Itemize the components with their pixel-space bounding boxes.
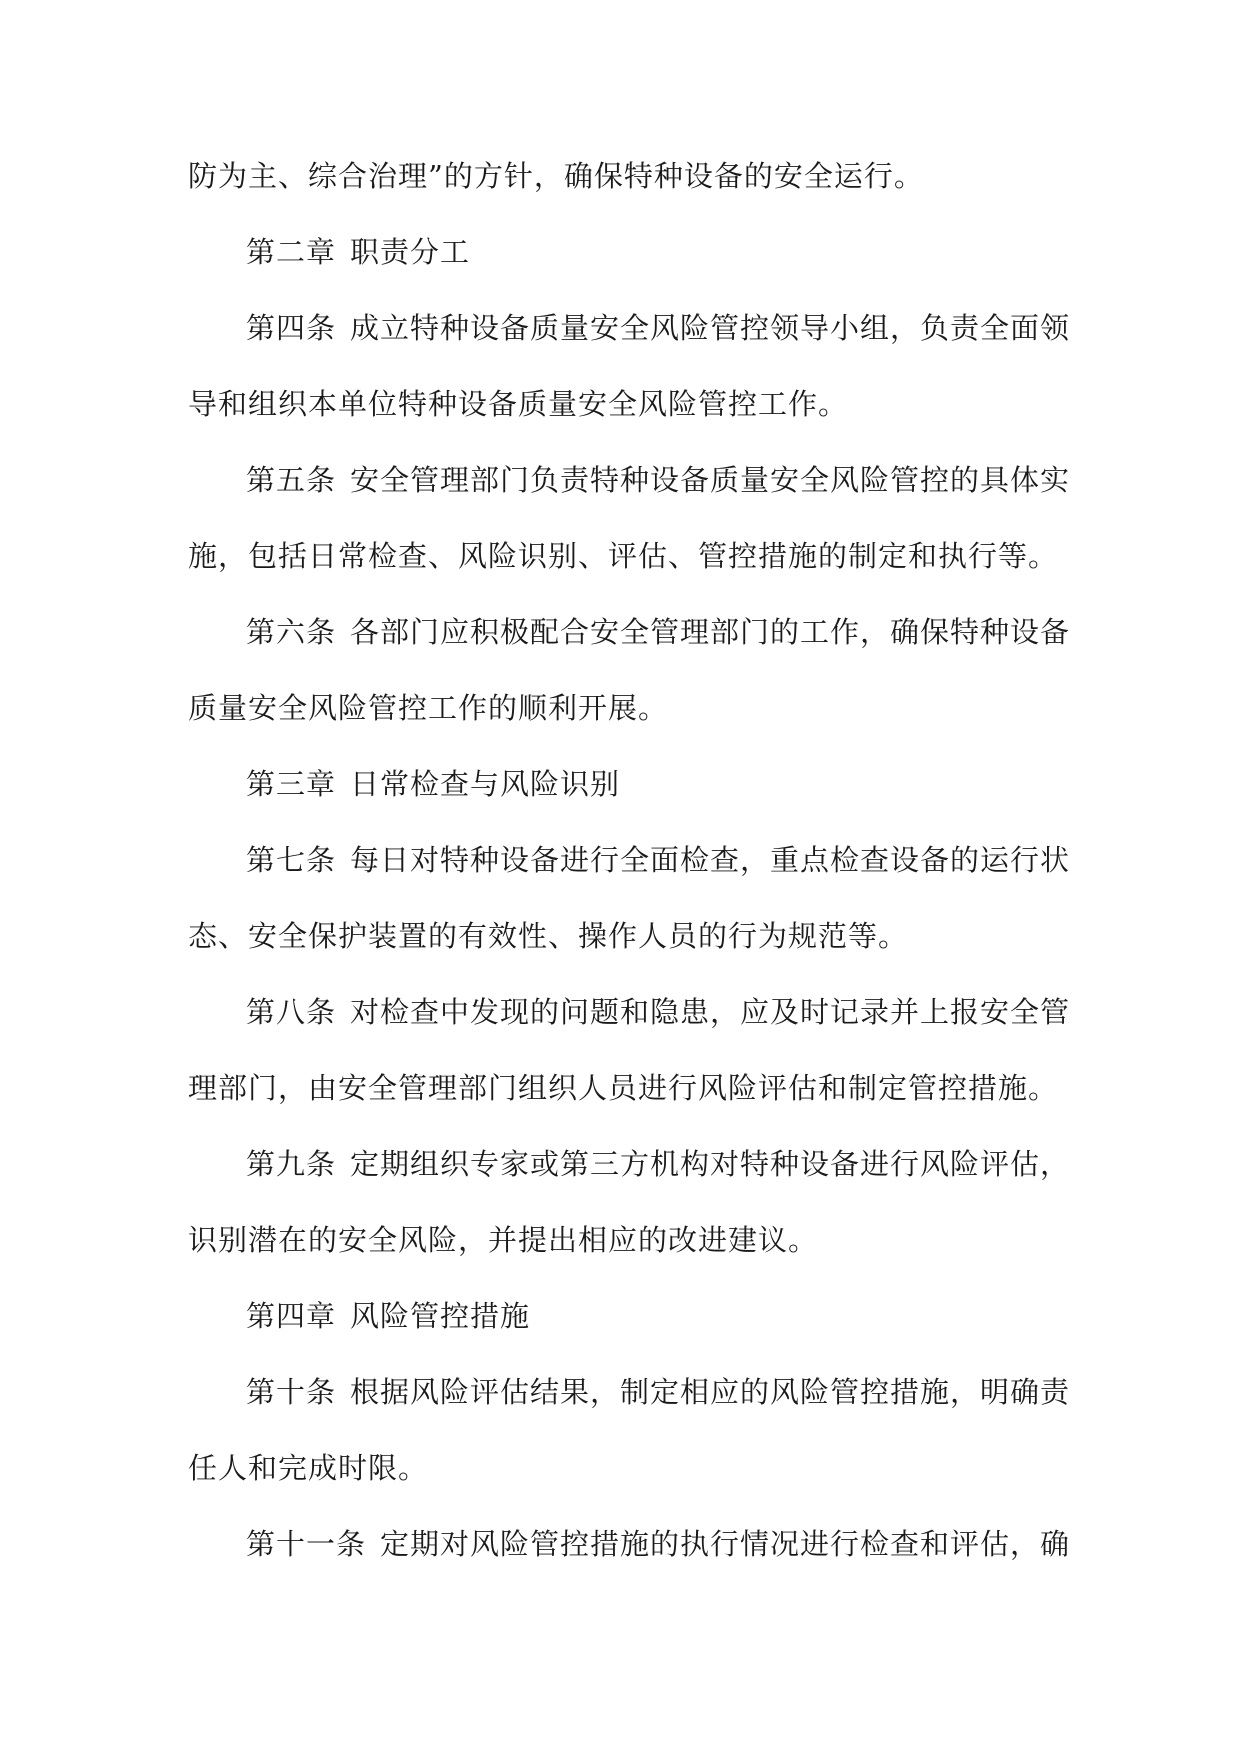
chapter-heading bbox=[188, 1278, 1058, 1354]
article-number: 第六条 bbox=[246, 615, 337, 649]
article-line bbox=[188, 1506, 1071, 1582]
line-text: 各部门应积极配合安全管理部门的工作，确保特种设备 bbox=[350, 615, 1071, 649]
article-line bbox=[188, 822, 1071, 898]
paragraph-line bbox=[188, 1050, 1058, 1126]
article-number: 第十条 bbox=[246, 1375, 337, 1409]
chapter-number: 第四章 bbox=[246, 1299, 337, 1333]
line-text: 对检查中发现的问题和隐患，应及时记录并上报安全管 bbox=[350, 995, 1071, 1029]
line-text: 根据风险评估结果，制定相应的风险管控措施，明确责 bbox=[350, 1375, 1071, 1409]
line-text: 态、安全保护装置的有效性、操作人员的行为规范等。 bbox=[188, 919, 909, 953]
document-body bbox=[188, 138, 1071, 1582]
article-line bbox=[188, 1126, 1071, 1202]
chapter-heading bbox=[188, 214, 1058, 290]
paragraph-line bbox=[188, 138, 1058, 214]
line-text: 识别潜在的安全风险，并提出相应的改进建议。 bbox=[188, 1223, 819, 1257]
article-number: 第四条 bbox=[246, 311, 337, 345]
paragraph-line bbox=[188, 1430, 1058, 1506]
line-text: 任人和完成时限。 bbox=[188, 1451, 429, 1485]
article-line bbox=[188, 290, 1071, 366]
line-text: 安全管理部门负责特种设备质量安全风险管控的具体实 bbox=[350, 463, 1071, 497]
paragraph-line bbox=[188, 1202, 1058, 1278]
paragraph-line bbox=[188, 670, 1058, 746]
line-text: 质量安全风险管控工作的顺利开展。 bbox=[188, 691, 669, 725]
chapter-number: 第二章 bbox=[246, 235, 337, 269]
article-number: 第五条 bbox=[246, 463, 337, 497]
article-number: 第九条 bbox=[246, 1147, 337, 1181]
article-line bbox=[188, 594, 1071, 670]
line-text: 定期组织专家或第三方机构对特种设备进行风险评估， bbox=[350, 1147, 1071, 1181]
paragraph-line bbox=[188, 518, 1058, 594]
line-text: 每日对特种设备进行全面检查，重点检查设备的运行状 bbox=[350, 843, 1071, 877]
line-text: 施，包括日常检查、风险识别、评估、管控措施的制定和执行等。 bbox=[188, 539, 1059, 573]
line-text: 定期对风险管控措施的执行情况进行检查和评估，确 bbox=[380, 1527, 1071, 1561]
line-text: 防为主、综合治理”的方针，确保特种设备的安全运行。 bbox=[188, 159, 924, 193]
line-text: 导和组织本单位特种设备质量安全风险管控工作。 bbox=[188, 387, 849, 421]
chapter-title: 风险管控措施 bbox=[350, 1299, 531, 1333]
chapter-title: 职责分工 bbox=[350, 235, 471, 269]
paragraph-line bbox=[188, 366, 1058, 442]
article-number: 第七条 bbox=[246, 843, 337, 877]
line-text: 成立特种设备质量安全风险管控领导小组，负责全面领 bbox=[350, 311, 1071, 345]
article-line bbox=[188, 1354, 1071, 1430]
paragraph-line bbox=[188, 898, 1058, 974]
article-number: 第十一条 bbox=[246, 1527, 367, 1561]
article-line bbox=[188, 974, 1071, 1050]
article-number: 第八条 bbox=[246, 995, 337, 1029]
chapter-title: 日常检查与风险识别 bbox=[350, 767, 621, 801]
line-text: 理部门，由安全管理部门组织人员进行风险评估和制定管控措施。 bbox=[188, 1071, 1059, 1105]
chapter-number: 第三章 bbox=[246, 767, 337, 801]
article-line bbox=[188, 442, 1071, 518]
chapter-heading bbox=[188, 746, 1058, 822]
